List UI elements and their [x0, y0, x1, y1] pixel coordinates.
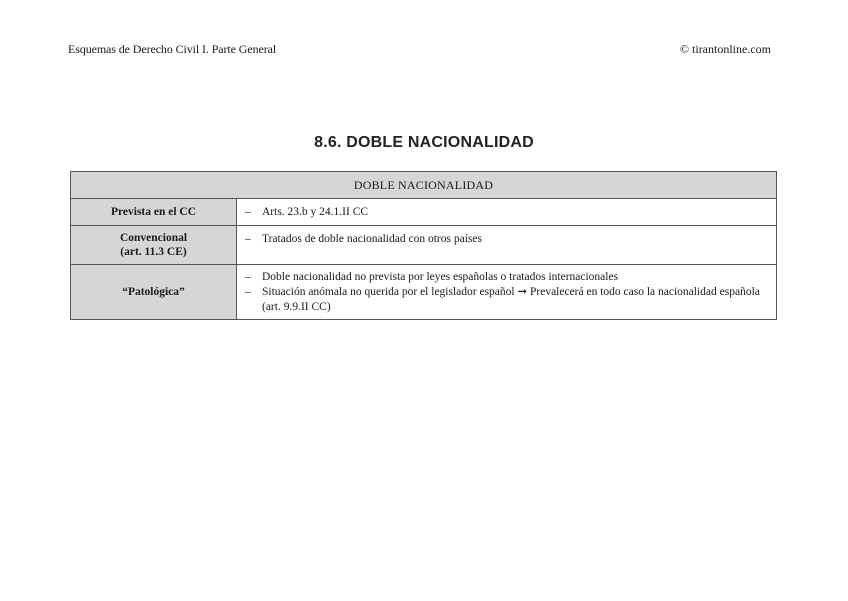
list-item-text: Situación anómala no querida por el legislador español ➞ Prevalecerá en todo caso la nacionalidad española (art. 9.9.II CC) — [262, 286, 760, 313]
table-row — [71, 226, 777, 265]
section-title: 8.6. DOBLE NACIONALIDAD — [314, 134, 534, 151]
table-heading: DOBLE NACIONALIDAD — [71, 172, 777, 199]
list-item — [245, 232, 768, 247]
running-header-copyright: © tirantonline.com — [679, 42, 771, 56]
dash-bullet: – — [245, 286, 251, 298]
list-item-text: Arts. 23.b y 24.1.II CC — [262, 205, 369, 218]
row-label-text: Convencional — [119, 232, 188, 244]
list-item-text: Tratados de doble nacionalidad con otros países — [262, 233, 482, 245]
table-heading-row — [71, 172, 777, 199]
scheme-table — [70, 171, 777, 320]
row-label-text: Prevista en el CC — [110, 206, 197, 218]
dash-bullet: – — [245, 205, 251, 218]
dash-bullet: – — [245, 271, 251, 283]
row-label-subtext: (art. 11.3 CE) — [120, 246, 187, 258]
table-row — [71, 265, 777, 320]
list-item — [245, 285, 768, 315]
list-item — [245, 270, 768, 285]
list-item — [245, 205, 768, 220]
table-row — [71, 199, 777, 226]
list-item-text: Doble nacionalidad no prevista por leyes españolas o tratados internacionales — [262, 271, 619, 283]
row-content-prevista — [237, 199, 777, 226]
row-label-patologica — [71, 265, 237, 320]
dash-bullet: – — [245, 233, 251, 245]
row-content-patologica — [237, 265, 777, 320]
running-header-title: Esquemas de Derecho Civil I. Parte General — [68, 42, 277, 56]
row-label-text: “Patológica” — [122, 286, 185, 298]
row-label-convencional — [71, 226, 237, 265]
row-content-convencional — [237, 226, 777, 265]
row-label-prevista — [71, 199, 237, 226]
